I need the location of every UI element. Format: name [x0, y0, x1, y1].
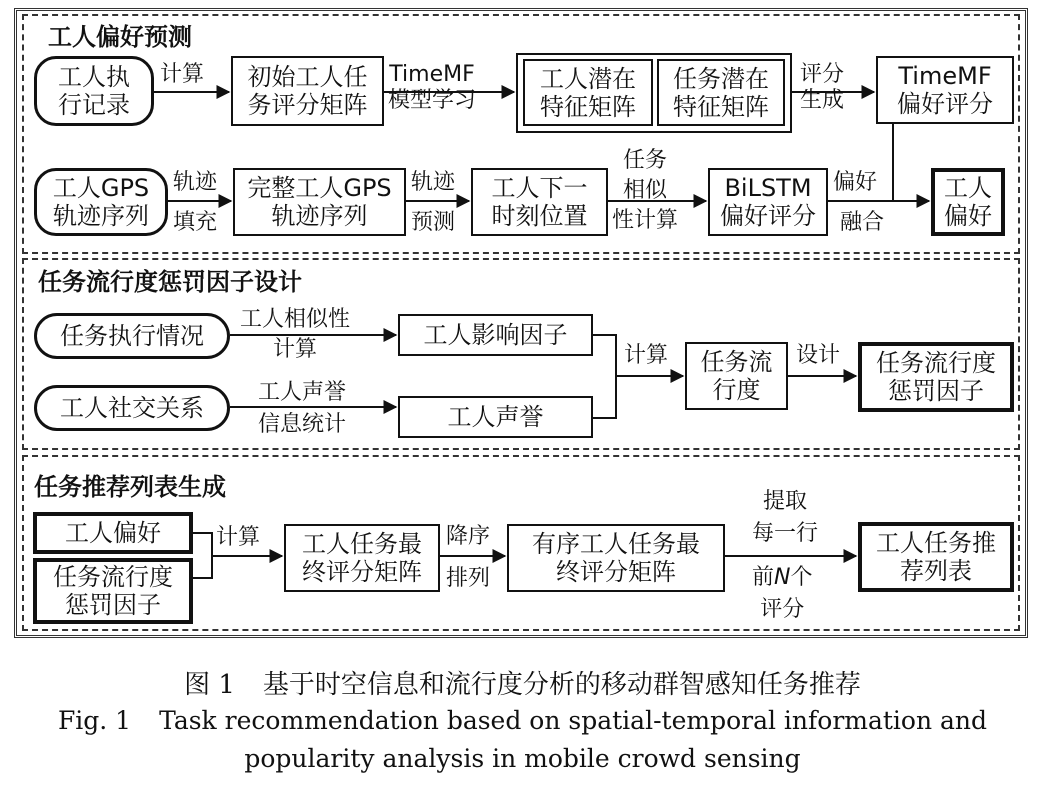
timemf-learn-label [388, 62, 476, 114]
next-position-line2: 时刻位置 [491, 202, 588, 230]
rec-list-line1: 工人任务推 [876, 529, 996, 557]
gps-seq-node [34, 168, 168, 236]
top-n-suffix: 个 [790, 565, 813, 590]
full-gps-node [233, 168, 406, 236]
task-popularity-node [685, 342, 788, 410]
task-sim-line1: 任务 [623, 148, 668, 173]
rec-penalty-line2: 惩罚因子 [65, 591, 161, 619]
sort-label-top: 降序 [446, 524, 491, 549]
gps-seq-line1: 工人GPS [52, 174, 150, 202]
caption-en-number: Fig. 1 [57, 706, 132, 735]
traj-fill-label-bottom: 填充 [173, 210, 218, 235]
figure-caption-en-line1 [0, 706, 1045, 735]
extract-line1: 提取 [763, 489, 808, 514]
task-exec-text: 任务执行情况 [60, 322, 204, 350]
task-popularity-line1: 任务流 [700, 348, 773, 376]
top-n-line1 [752, 562, 813, 594]
extract-line2: 每一行 [752, 521, 819, 546]
score-gen-line2: 生成 [800, 88, 845, 113]
top-n-prefix: 前 [752, 565, 775, 590]
top-n-label [752, 562, 813, 626]
worker-latent-line1: 工人潜在 [540, 64, 636, 93]
bilstm-line1: BiLSTM [724, 174, 812, 202]
task-popularity-line2: 行度 [712, 376, 761, 404]
caption-cn-number: 图 1 [184, 670, 235, 700]
design-label: 设计 [796, 343, 841, 368]
rec-worker-pref-node [33, 512, 193, 554]
social-relation-node [34, 385, 230, 431]
rec-worker-pref-text: 工人偏好 [65, 519, 161, 547]
social-relation-text: 工人社交关系 [60, 394, 204, 422]
timemf-learn-line1: TimeMF [389, 62, 475, 87]
rec-list-line2: 荐列表 [900, 557, 972, 585]
rec-list-node [858, 522, 1014, 592]
task-latent-line2: 特征矩阵 [673, 92, 769, 121]
score-gen-label [800, 62, 844, 114]
reputation-stat-line1: 工人声誉 [258, 380, 347, 405]
task-sim-label [612, 146, 678, 236]
pref-fusion-label-bottom: 融合 [840, 210, 885, 235]
rec-penalty-line1: 任务流行度 [53, 563, 173, 591]
full-gps-line2: 轨迹序列 [271, 202, 368, 230]
penalty-factor-line2: 惩罚因子 [888, 377, 984, 405]
compute-label-2: 计算 [624, 343, 669, 368]
task-latent-matrix-node [657, 59, 785, 126]
final-matrix-node [284, 524, 440, 592]
task-sim-line2: 相似 [623, 178, 668, 203]
pref-fusion-label-top: 偏好 [833, 170, 878, 195]
traj-pred-label-top: 轨迹 [411, 170, 456, 195]
section-preference-title: 工人偏好预测 [48, 23, 192, 51]
extract-label [752, 486, 818, 550]
reputation-stat-label [258, 377, 346, 441]
penalty-factor-line1: 任务流行度 [876, 349, 996, 377]
gps-seq-line2: 轨迹序列 [53, 202, 149, 230]
reputation-node [398, 396, 593, 438]
traj-fill-label-top: 轨迹 [173, 170, 218, 195]
next-position-line1: 工人下一 [491, 174, 588, 202]
sort-label-bottom: 排列 [446, 566, 491, 591]
section-recommend-title: 任务推荐列表生成 [34, 473, 226, 501]
reputation-stat-line2: 信息统计 [258, 412, 347, 437]
influence-factor-text: 工人影响因子 [423, 321, 568, 349]
caption-cn-text: 基于时空信息和流行度分析的移动群智感知任务推荐 [262, 670, 861, 700]
worker-sim-label [240, 305, 350, 365]
task-sim-line3: 性计算 [612, 208, 679, 233]
worker-sim-line2: 计算 [273, 337, 318, 362]
next-position-node [471, 168, 608, 236]
init-matrix-line2: 务评分矩阵 [247, 91, 368, 119]
init-matrix-line1: 初始工人任 [247, 63, 368, 91]
timemf-pref-line2: 偏好评分 [897, 90, 993, 118]
section-popularity-title: 任务流行度惩罚因子设计 [38, 268, 302, 296]
worker-pref-node [931, 168, 1005, 236]
final-matrix-line1: 工人任务最 [302, 530, 422, 558]
bilstm-pref-node [708, 168, 828, 236]
full-gps-line1: 完整工人GPS [247, 174, 392, 202]
bilstm-line2: 偏好评分 [720, 202, 816, 230]
worker-sim-line1: 工人相似性 [240, 307, 351, 332]
task-latent-line1: 任务潜在 [673, 64, 769, 93]
rec-penalty-node [33, 558, 193, 624]
worker-pref-line2: 偏好 [944, 202, 992, 230]
ordered-matrix-line1: 有序工人任务最 [532, 530, 700, 558]
top-n-line2: 评分 [760, 597, 805, 622]
worker-exec-record-line2: 行记录 [58, 91, 130, 119]
worker-exec-record-line1: 工人执 [58, 63, 130, 91]
task-exec-node [34, 313, 230, 359]
figure-caption-en-line2: popularity analysis in mobile crowd sensing [244, 744, 801, 773]
compute-label-1: 计算 [160, 62, 205, 87]
influence-factor-node [398, 314, 593, 356]
worker-pref-line1: 工人 [944, 174, 992, 202]
caption-en-text-line1: Task recommendation based on spatial-temporal information and [159, 706, 988, 735]
ordered-matrix-node [507, 524, 725, 592]
timemf-pref-line1: TimeMF [898, 62, 992, 90]
reputation-text: 工人声誉 [447, 403, 544, 431]
worker-latent-matrix-node [523, 59, 653, 126]
timemf-learn-line2: 模型学习 [388, 88, 477, 113]
figure-caption-cn [0, 664, 1045, 701]
top-n-symbol: N [774, 565, 791, 590]
worker-exec-record-node [34, 56, 154, 126]
init-matrix-node [231, 56, 384, 126]
compute-label-3: 计算 [216, 525, 261, 550]
final-matrix-line2: 终评分矩阵 [302, 558, 422, 586]
score-gen-line1: 评分 [800, 62, 845, 87]
traj-pred-label-bottom: 预测 [411, 210, 456, 235]
ordered-matrix-line2: 终评分矩阵 [556, 558, 676, 586]
timemf-pref-node [876, 56, 1014, 124]
worker-latent-line2: 特征矩阵 [540, 92, 636, 121]
penalty-factor-node [858, 342, 1014, 412]
